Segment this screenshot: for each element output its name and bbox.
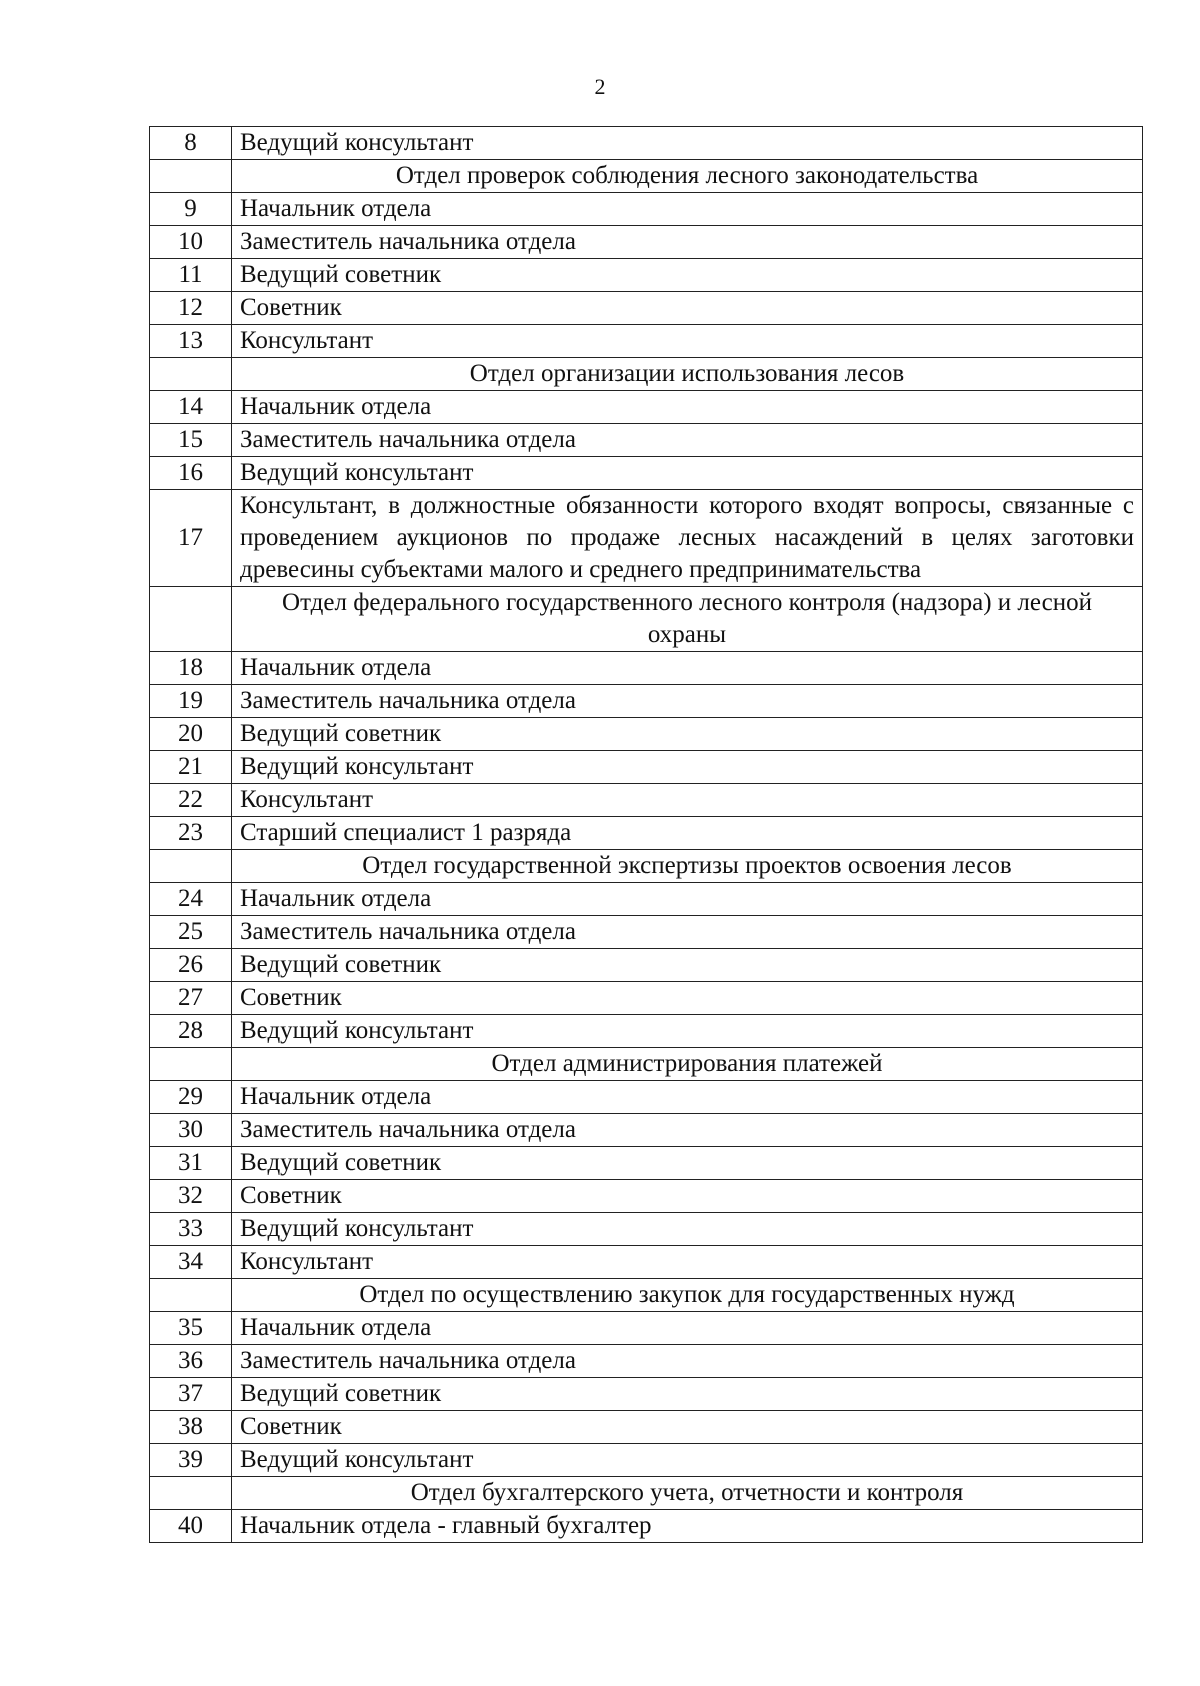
position-title-cell: Заместитель начальника отдела (232, 1345, 1143, 1378)
position-title-cell: Ведущий консультант (232, 751, 1143, 784)
position-title-cell: Старший специалист 1 разряда (232, 817, 1143, 850)
position-title-cell: Ведущий консультант (232, 1444, 1143, 1477)
table-row (150, 1213, 1143, 1246)
row-number-cell: 32 (150, 1180, 232, 1213)
table-row (150, 457, 1143, 490)
row-number-cell (150, 1477, 232, 1510)
section-header-row (150, 1279, 1143, 1312)
table-row (150, 652, 1143, 685)
table-row (150, 424, 1143, 457)
position-title-cell: Советник (232, 292, 1143, 325)
table-row (150, 916, 1143, 949)
position-title-cell: Ведущий советник (232, 1147, 1143, 1180)
row-number-cell: 9 (150, 193, 232, 226)
table-row (150, 1444, 1143, 1477)
row-number-cell: 12 (150, 292, 232, 325)
position-title-cell: Ведущий консультант (232, 457, 1143, 490)
row-number-cell: 30 (150, 1114, 232, 1147)
row-number-cell: 23 (150, 817, 232, 850)
table-row (150, 1246, 1143, 1279)
section-header-row (150, 1048, 1143, 1081)
department-name-cell: Отдел администрирования платежей (232, 1048, 1143, 1081)
table-row (150, 1411, 1143, 1444)
row-number-cell: 15 (150, 424, 232, 457)
row-number-cell: 39 (150, 1444, 232, 1477)
position-title-cell: Ведущий консультант (232, 1015, 1143, 1048)
table-row (150, 292, 1143, 325)
position-title-cell: Советник (232, 982, 1143, 1015)
table-row (150, 193, 1143, 226)
department-name-cell: Отдел организации использования лесов (232, 358, 1143, 391)
position-title-cell: Консультант, в должностные обязанности которого входят вопросы, связанные с проведением аукционов по продаже лесных насаждений в целях заготовки древесины субъектами малого и среднего предпринимательства (232, 490, 1143, 587)
table-row (150, 817, 1143, 850)
row-number-cell: 18 (150, 652, 232, 685)
table-row (150, 1081, 1143, 1114)
position-title-cell: Консультант (232, 1246, 1143, 1279)
row-number-cell: 24 (150, 883, 232, 916)
row-number-cell: 27 (150, 982, 232, 1015)
position-title-cell: Начальник отдела (232, 193, 1143, 226)
table-row (150, 718, 1143, 751)
position-title-cell: Ведущий консультант (232, 127, 1143, 160)
row-number-cell: 22 (150, 784, 232, 817)
row-number-cell: 25 (150, 916, 232, 949)
table-row (150, 226, 1143, 259)
positions-table (149, 126, 1143, 1543)
row-number-cell (150, 160, 232, 193)
position-title-cell: Ведущий советник (232, 949, 1143, 982)
table-row (150, 1312, 1143, 1345)
position-title-cell: Заместитель начальника отдела (232, 916, 1143, 949)
position-title-cell: Ведущий советник (232, 718, 1143, 751)
row-number-cell: 38 (150, 1411, 232, 1444)
section-header-row (150, 160, 1143, 193)
table-row (150, 259, 1143, 292)
row-number-cell: 14 (150, 391, 232, 424)
position-title-cell: Заместитель начальника отдела (232, 1114, 1143, 1147)
row-number-cell: 26 (150, 949, 232, 982)
section-header-row (150, 850, 1143, 883)
row-number-cell (150, 1048, 232, 1081)
row-number-cell: 28 (150, 1015, 232, 1048)
row-number-cell: 29 (150, 1081, 232, 1114)
positions-table-body (150, 127, 1143, 1543)
position-title-cell: Заместитель начальника отдела (232, 424, 1143, 457)
row-number-cell: 37 (150, 1378, 232, 1411)
table-row (150, 391, 1143, 424)
position-title-cell: Начальник отдела (232, 883, 1143, 916)
position-title-cell: Заместитель начальника отдела (232, 226, 1143, 259)
row-number-cell: 31 (150, 1147, 232, 1180)
table-row (150, 1015, 1143, 1048)
position-title-cell: Начальник отдела (232, 1312, 1143, 1345)
table-row (150, 325, 1143, 358)
department-name-cell: Отдел государственной экспертизы проектов освоения лесов (232, 850, 1143, 883)
position-title-cell: Консультант (232, 784, 1143, 817)
table-row (150, 1114, 1143, 1147)
position-title-cell: Ведущий советник (232, 1378, 1143, 1411)
position-title-cell: Начальник отдела - главный бухгалтер (232, 1510, 1143, 1543)
table-row (150, 127, 1143, 160)
table-row (150, 883, 1143, 916)
table-row (150, 1147, 1143, 1180)
row-number-cell: 35 (150, 1312, 232, 1345)
section-header-row (150, 358, 1143, 391)
position-title-cell: Ведущий консультант (232, 1213, 1143, 1246)
row-number-cell (150, 850, 232, 883)
table-row (150, 751, 1143, 784)
table-row (150, 982, 1143, 1015)
position-title-cell: Начальник отдела (232, 391, 1143, 424)
department-name-cell: Отдел по осуществлению закупок для государственных нужд (232, 1279, 1143, 1312)
department-name-cell: Отдел проверок соблюдения лесного законодательства (232, 160, 1143, 193)
row-number-cell: 13 (150, 325, 232, 358)
row-number-cell: 40 (150, 1510, 232, 1543)
row-number-cell: 16 (150, 457, 232, 490)
table-row (150, 685, 1143, 718)
row-number-cell: 34 (150, 1246, 232, 1279)
position-title-cell: Консультант (232, 325, 1143, 358)
position-title-cell: Начальник отдела (232, 652, 1143, 685)
row-number-cell: 20 (150, 718, 232, 751)
row-number-cell: 11 (150, 259, 232, 292)
table-row (150, 1180, 1143, 1213)
table-row (150, 949, 1143, 982)
row-number-cell: 36 (150, 1345, 232, 1378)
row-number-cell: 33 (150, 1213, 232, 1246)
table-row (150, 784, 1143, 817)
page-number: 2 (594, 74, 606, 99)
row-number-cell (150, 358, 232, 391)
table-row (150, 1378, 1143, 1411)
row-number-cell: 17 (150, 490, 232, 587)
department-name-cell: Отдел бухгалтерского учета, отчетности и контроля (232, 1477, 1143, 1510)
table-row (150, 490, 1143, 587)
table-row (150, 1510, 1143, 1543)
row-number-cell: 19 (150, 685, 232, 718)
position-title-cell: Советник (232, 1411, 1143, 1444)
row-number-cell: 10 (150, 226, 232, 259)
row-number-cell: 8 (150, 127, 232, 160)
row-number-cell (150, 587, 232, 652)
department-name-cell: Отдел федерального государственного лесного контроля (надзора) и лесной охраны (232, 587, 1143, 652)
section-header-row (150, 587, 1143, 652)
position-title-cell: Ведущий советник (232, 259, 1143, 292)
position-title-cell: Заместитель начальника отдела (232, 685, 1143, 718)
position-title-cell: Начальник отдела (232, 1081, 1143, 1114)
table-row (150, 1345, 1143, 1378)
section-header-row (150, 1477, 1143, 1510)
position-title-cell: Советник (232, 1180, 1143, 1213)
row-number-cell (150, 1279, 232, 1312)
row-number-cell: 21 (150, 751, 232, 784)
